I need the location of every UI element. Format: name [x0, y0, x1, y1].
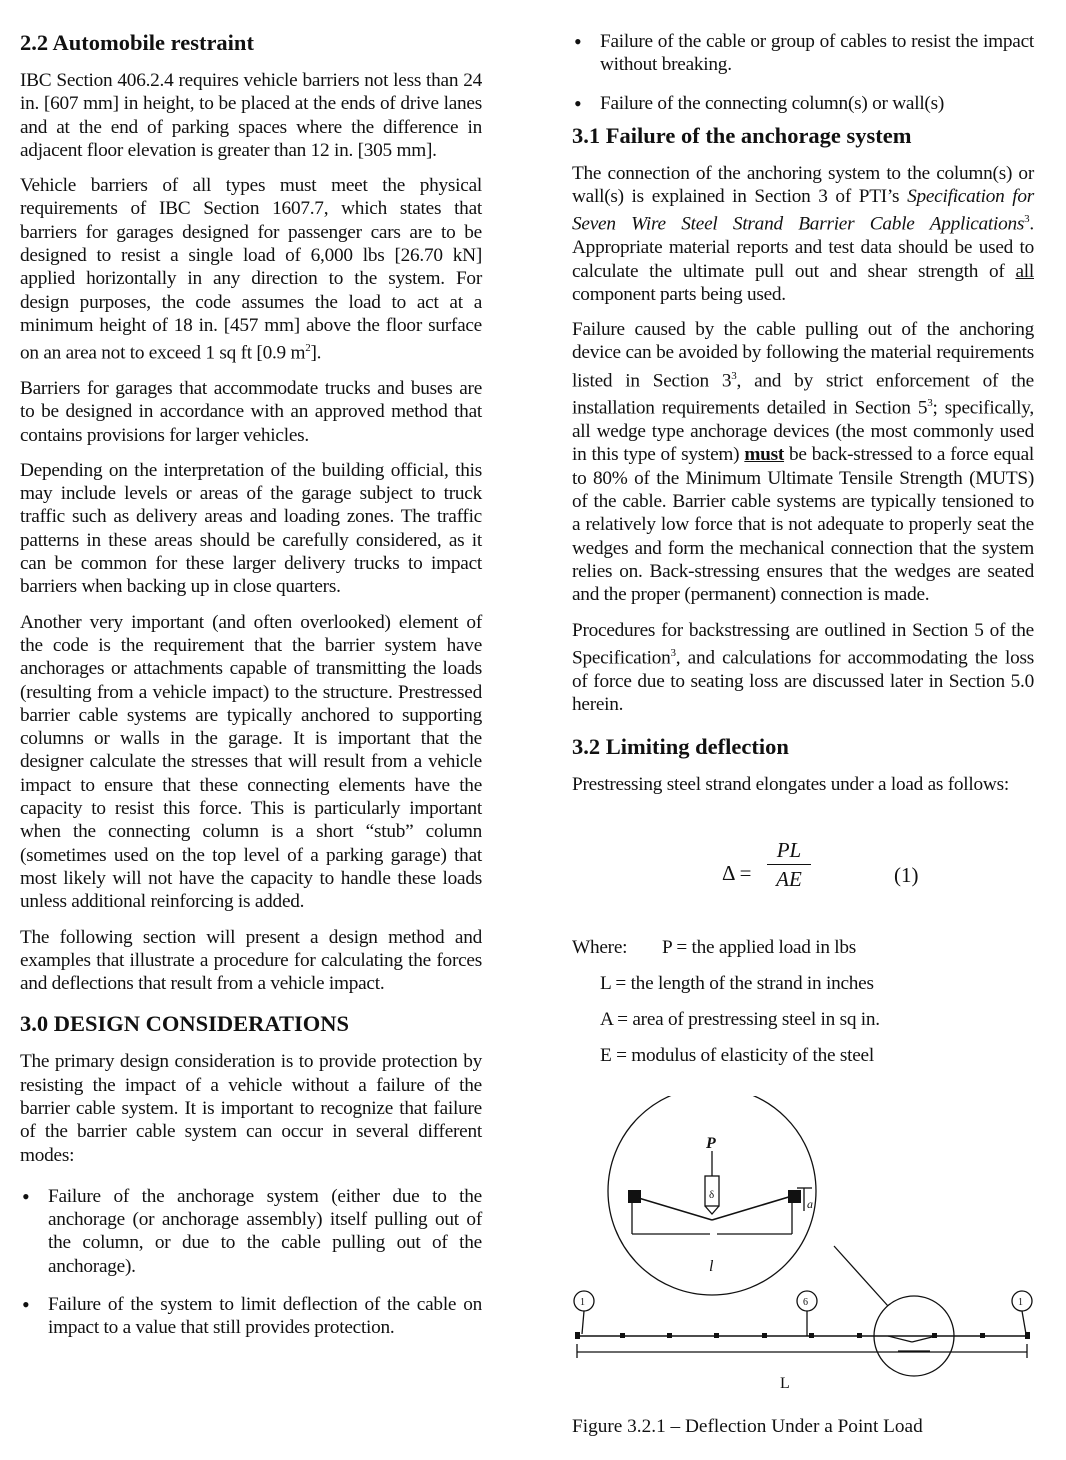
paragraph: Another very important (and often overlooked) element of the code is the requirement that the barrier system have anchorages or attachments capable of transmitting the loads (resulting from a vehicle impact) to the structure. Prestressed barrier cable systems are typically anchored to supporting columns or walls in the garage. It is important that the designer calculate the stresses that will result from a vehicle impact to ensure that these connecting elements have the capacity to resist this force. This is particularly important when the connecting column is a short “stub” column (sometimes used on the top level of a parking garage) that most likely will not have the capacity to handle these loads unless additional reinforcing is added. — [20, 611, 482, 913]
paragraph: Procedures for backstressing are outlined in Section 5 of the Specification$^3$, and calculations for accommodating the loss of force due to seating loss are discussed later in Section 5.0 herein. — [572, 619, 1034, 715]
paragraph: Vehicle barriers of all types must meet the physical requirements of IBC Section 1607.7, which states that barriers for garages designed for passenger cars are to be designed to resist a single load of 6,000 lbs [26.70 kN] applied horizontally in any direction to the system. For design purposes, the code assumes the load to act at a minimum height of 18 in. [457 mm] above the floor surface on an area not to exceed 1 sq ft [0.9 $m^2$]. — [20, 175, 482, 364]
equation-1: Δ = $\frac{PL}{AE}$ (1) — [722, 838, 919, 892]
deflection-figure — [572, 1096, 1042, 1396]
heading-3-2: 3.2 Limiting deflection — [572, 734, 789, 760]
heading-2-2: 2.2 Automobile restraint — [20, 30, 254, 55]
figure-caption: Figure 3.2.1 – Deflection Under a Point Load — [572, 1416, 923, 1438]
paragraph: The primary design consideration is to provide protection by resisting the impact of a vehicle without a failure of the barrier cable system. It is important to recognize that failure of the barrier cable system can occur in several different modes: — [20, 1051, 482, 1166]
left-column — [20, 30, 482, 1355]
equation-number: (1) — [894, 863, 919, 888]
list-item: • Failure of the connecting column(s) or wall(s) — [572, 92, 1034, 115]
paragraph: The connection of the anchoring system to the column(s) or wall(s) is explained in Section 3 of PTI’s Specification for Seven Wire Steel Strand Barrier Cable Applications$^3$. Appropriate material reports and test data should be used to calculate the ultimate pull out and shear strength of all component parts being used. — [572, 162, 1035, 305]
callout-line — [834, 1246, 888, 1306]
paragraph: IBC Section 406.2.4 requires vehicle barriers not less than 24 in. [607 mm] in height, to be placed at the ends of drive lanes and at the end of parking spaces where the difference in adjacent floor elevation is greater than 12 in. [305 mm]. — [20, 70, 482, 161]
failure-mode-list — [20, 1185, 482, 1340]
list-item: • Failure of the cable or group of cables to resist the impact without breaking. — [572, 30, 1034, 77]
label-L: L — [780, 1375, 790, 1393]
paragraph: Prestressing steel strand elongates under a load as follows: — [572, 774, 1009, 796]
list-item: • Failure of the system to limit deflection of the cable on impact to a value that still provides protection. — [20, 1293, 482, 1340]
label-delta: δ — [709, 1189, 715, 1202]
label-P: P — [706, 1135, 716, 1153]
failure-mode-list-continued — [572, 30, 1034, 115]
paragraph: Depending on the interpretation of the building official, this may include levels or areas of the garage subject to truck traffic such as delivery areas and loading zones. The traffic patterns in these areas should be carefully considered, as it can be common for these larger delivery trucks to impact barriers when backing up in close quarters. — [20, 459, 482, 598]
label-l: l — [709, 1258, 714, 1276]
fraction: $\frac{PL}{AE}$ — [767, 836, 811, 893]
marker-mid: 6 — [803, 1297, 808, 1309]
right-column — [572, 30, 1034, 1438]
heading-3-1: 3.1 Failure of the anchorage system — [572, 122, 912, 148]
paragraph: The following section will present a design method and examples that illustrate a procedure for calculating the forces and deflections that result from a vehicle impact. — [20, 926, 482, 995]
variable-definitions: Where: P = the applied load in lbs L = the length of the strand in inches A = area of prestressing steel in sq in. E = modulus of elasticity of the steel — [572, 937, 880, 1067]
deflection-diagram — [572, 1096, 1042, 1396]
marker-right: 1 — [1018, 1297, 1023, 1309]
marker-left: 1 — [580, 1297, 585, 1309]
label-a: a — [807, 1197, 813, 1212]
paragraph: Barriers for garages that accommodate trucks and buses are to be designed in accordance with an approved method that contains provisions for larger vehicles. — [20, 377, 482, 446]
list-item: • Failure of the anchorage system (either due to the anchorage (or anchorage assembly) itself pulling out of the column, or due to the cable pulling out of the anchorage). — [20, 1185, 482, 1278]
heading-3-0: 3.0 DESIGN CONSIDERATIONS — [20, 1011, 350, 1037]
paragraph: Failure caused by the cable pulling out of the anchoring device can be avoided by following the material requirements listed in Section $3^3$, and by strict enforcement of the installation requirements detailed in Section $5^3$; specifically, all wedge type anchorage devices (the most commonly used in this type of system) must be back-stressed to a force equal to 80% of the Minimum Ultimate Tensile Strength (MUTS) of the cable. Barrier cable systems are typically tensioned to a relatively low force that is not adequate to properly seat the wedges and form the mechanical connection that the system relies on. Back-stressing ensures that the wedges are seated and the proper (permanent) connection is made. — [572, 319, 1034, 606]
